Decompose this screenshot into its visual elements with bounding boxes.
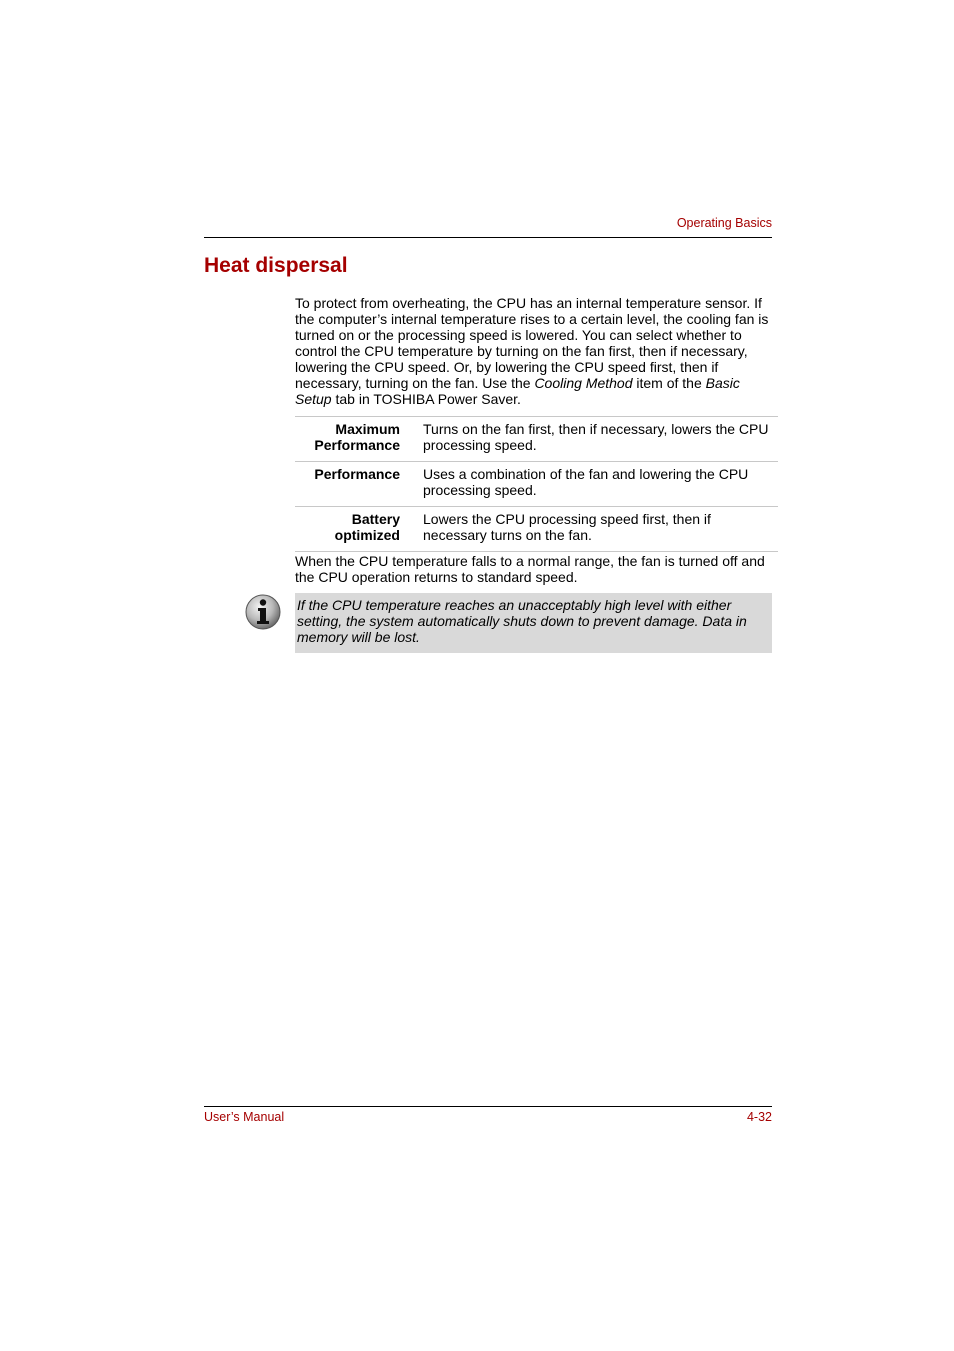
followup-paragraph: When the CPU temperature falls to a normal range, the fan is turned off and the CPU operation returns to standard speed.	[295, 553, 765, 585]
cooling-method-table	[295, 416, 778, 552]
info-icon	[245, 594, 281, 630]
mode-description: Uses a combination of the fan and lowering the CPU processing speed.	[410, 462, 778, 507]
intro-text-3: tab in TOSHIBA Power Saver.	[331, 391, 521, 407]
intro-text-1: To protect from overheating, the CPU has an internal temperature sensor. If the computer’s internal temperature rises to a certain level, the cooling fan is turned on or the processing speed is lowered. You can select whether to control the CPU temperature by turning on the fan first, then if necessary, lowering the CPU speed. Or, by lowering the CPU speed first, then if necessary, turning on the fan. Use the	[295, 295, 769, 391]
header-divider	[204, 237, 772, 238]
note-box: If the CPU temperature reaches an unacceptably high level with either setting, the system automatically shuts down to prevent damage. Data in memory will be lost.	[295, 593, 772, 653]
running-header: Operating Basics	[676, 216, 772, 230]
mode-name-cell	[295, 417, 410, 462]
footer-manual-title: User’s Manual	[204, 1110, 285, 1124]
intro-emphasis-cooling-method: Cooling Method	[534, 375, 633, 391]
page-title: Heat dispersal	[204, 254, 348, 277]
mode-name-line: optimized	[334, 527, 400, 543]
mode-name-line: Maximum	[335, 421, 400, 437]
intro-emphasis-basic-setup: Basic Setup	[295, 375, 740, 407]
mode-description: Turns on the fan first, then if necessary, lowers the CPU processing speed.	[410, 417, 778, 462]
table-row	[295, 417, 778, 462]
footer-divider	[204, 1106, 772, 1107]
mode-name-line: Battery	[351, 511, 400, 527]
table-row	[295, 462, 778, 507]
intro-paragraph	[295, 295, 775, 407]
mode-name-cell	[295, 462, 410, 507]
mode-name-line: Performance	[314, 437, 400, 453]
mode-description: Lowers the CPU processing speed first, then if necessary turns on the fan.	[410, 507, 778, 552]
page-number: 4-32	[746, 1110, 772, 1124]
intro-text-2: item of the	[632, 375, 706, 391]
mode-name-cell	[295, 507, 410, 552]
mode-name-line: Performance	[314, 466, 400, 482]
table-row	[295, 507, 778, 552]
